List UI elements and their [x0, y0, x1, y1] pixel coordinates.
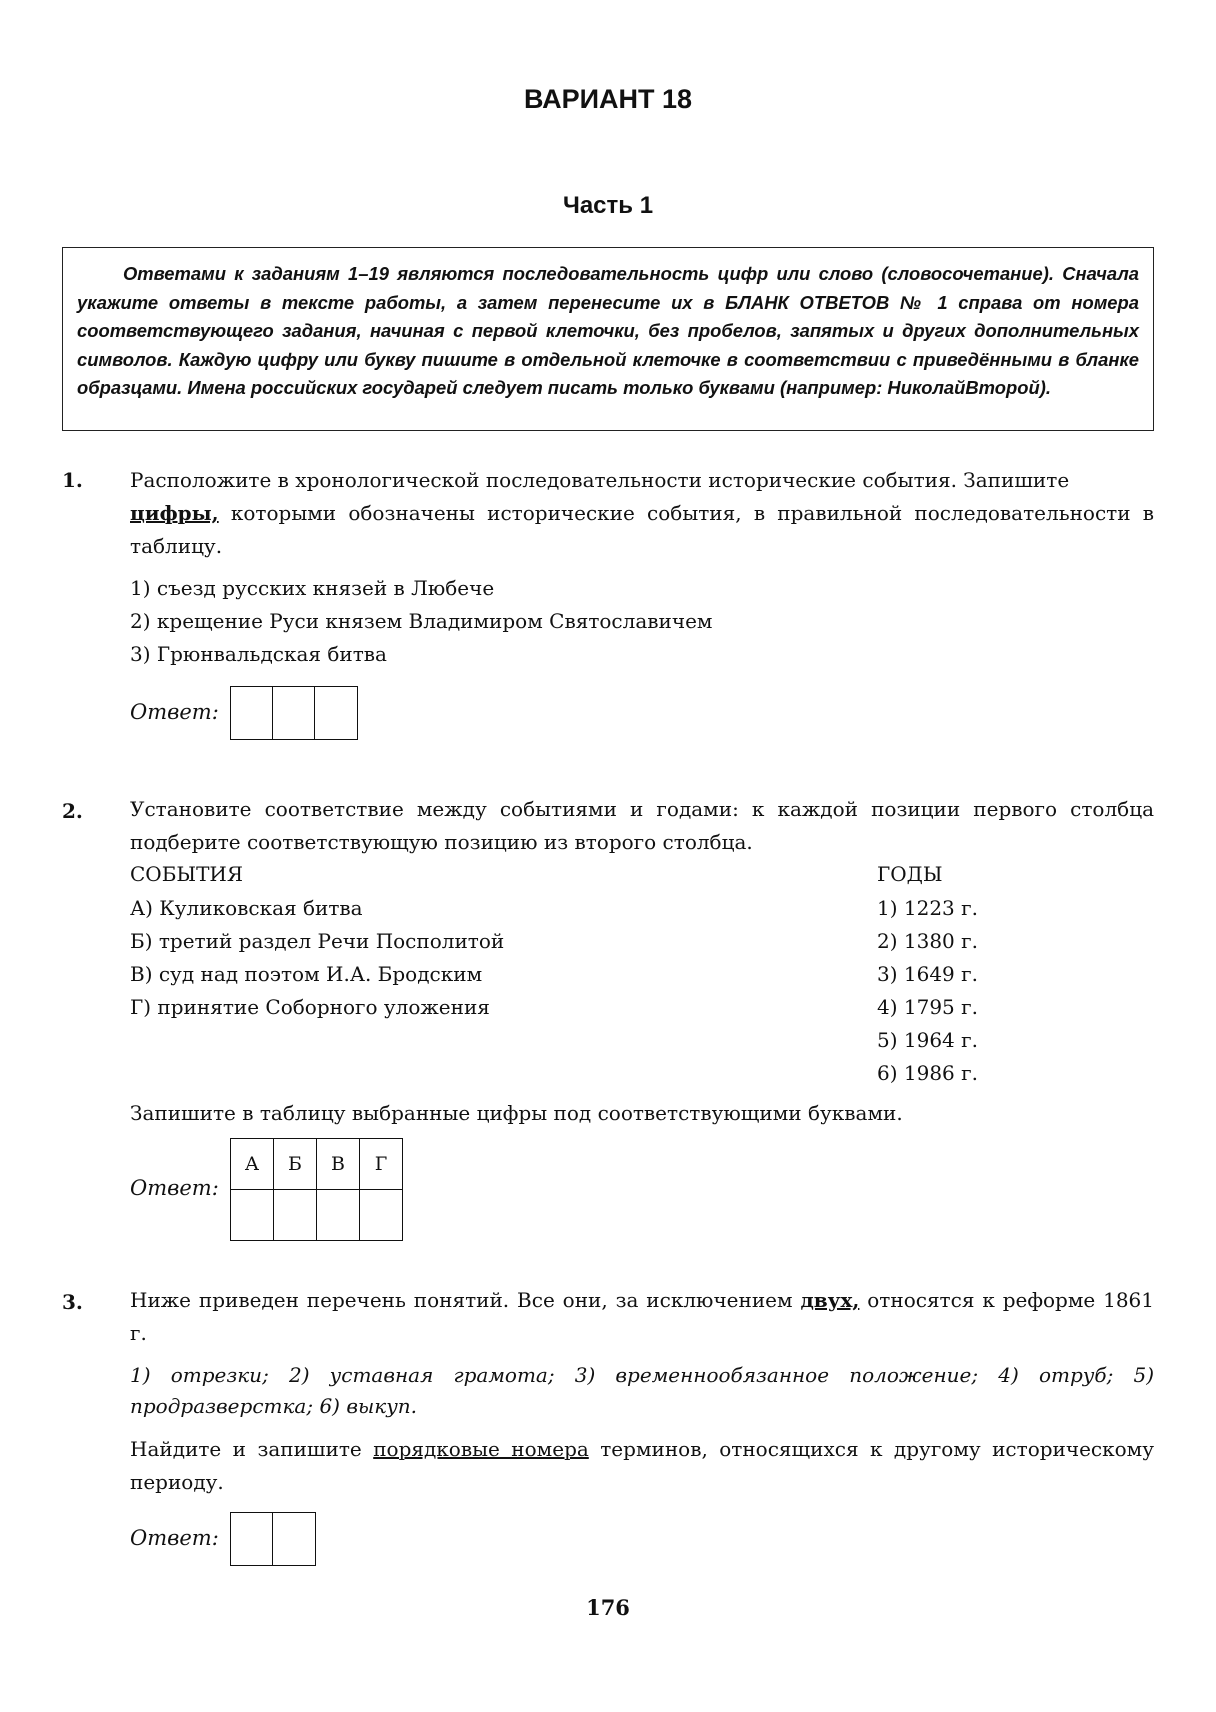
question-3-number: 3.	[62, 1290, 83, 1314]
question-2-answer-table	[230, 1138, 403, 1241]
question-2-write-instruction: Запишите в таблицу выбранные цифры под соответствующими буквами.	[130, 1101, 903, 1125]
event-item: Г) принятие Соборного уложения	[130, 995, 490, 1019]
part-title: Часть 1	[562, 192, 654, 219]
answer-cell[interactable]	[317, 1190, 360, 1241]
question-3-text: Ниже приведен перечень понятий. Все они, за исключением двух, относятся к реформе 1861 г.	[130, 1288, 1155, 1345]
letter-cell: Б	[274, 1139, 317, 1190]
question-3-find-text: Найдите и запишите порядковые номера терминов, относящихся к другому историческому периоду.	[130, 1437, 1154, 1494]
letter-cell: В	[317, 1139, 360, 1190]
question-1-number: 1.	[62, 468, 83, 492]
variant-title: ВАРИАНТ 18	[523, 84, 693, 114]
answer-cell[interactable]	[274, 1190, 317, 1241]
letter-cell: Г	[360, 1139, 403, 1190]
year-item: 4) 1795 г.	[877, 995, 978, 1019]
answer-cell[interactable]	[360, 1190, 403, 1241]
answer-label: Ответ:	[130, 700, 219, 724]
answer-cell[interactable]	[273, 1513, 315, 1565]
page-number: 176	[586, 1595, 630, 1620]
question-1-answer-cells[interactable]	[230, 686, 358, 740]
event-item: В) суд над поэтом И.А. Бродским	[130, 962, 483, 986]
answer-cell[interactable]	[273, 687, 315, 739]
answer-label: Ответ:	[130, 1176, 219, 1200]
question-1-item: 2) крещение Руси князем Владимиром Святославичем	[130, 609, 713, 633]
event-item: Б) третий раздел Речи Посполитой	[130, 929, 505, 953]
year-item: 2) 1380 г.	[877, 929, 978, 953]
answer-cell[interactable]	[315, 687, 357, 739]
letter-cell: А	[231, 1139, 274, 1190]
answer-cell[interactable]	[231, 1190, 274, 1241]
question-3-answer-cells[interactable]	[230, 1512, 316, 1566]
question-1-item: 3) Грюнвальдская битва	[130, 642, 387, 666]
question-3-terms: 1) отрезки; 2) уставная грамота; 3) временнообязанное положение; 4) отруб; 5) продразверстка; 6) выкуп.	[130, 1363, 1154, 1418]
answer-label: Ответ:	[130, 1526, 219, 1550]
year-item: 5) 1964 г.	[877, 1028, 978, 1052]
year-item: 6) 1986 г.	[877, 1061, 978, 1085]
question-1-text: Расположите в хронологической последовательности исторические события. Запишите цифры, которыми обозначены исторические события, в правильной последовательности в таблицу.	[130, 468, 1155, 558]
years-header: ГОДЫ	[877, 862, 943, 886]
event-item: А) Куликовская битва	[130, 896, 363, 920]
year-item: 3) 1649 г.	[877, 962, 978, 986]
question-2-text: Установите соответствие между событиями и годами: к каждой позиции первого столбца подберите соответствующую позицию из второго столбца.	[130, 797, 1154, 854]
answer-cell[interactable]	[231, 687, 273, 739]
events-header: СОБЫТИЯ	[130, 862, 244, 886]
answer-cell[interactable]	[231, 1513, 273, 1565]
instructions-box: Ответами к заданиям 1–19 являются последовательность цифр или слово (словосочетание). Сначала укажите ответы в тексте работы, а затем перенесите их в БЛАНК ОТВЕТОВ № 1 справа от номера соответствующего задания, начиная с первой клеточки, без пробелов, запятых и других дополнительных символов. Каждую цифру или букву пишите в отдельной клеточке в соответствии с приведёнными в бланке образцами. Имена российских государей следует писать только буквами (например: НиколайВторой).	[62, 247, 1154, 431]
year-item: 1) 1223 г.	[877, 896, 978, 920]
question-2-number: 2.	[62, 799, 83, 823]
question-1-item: 1) съезд русских князей в Любече	[130, 576, 495, 600]
